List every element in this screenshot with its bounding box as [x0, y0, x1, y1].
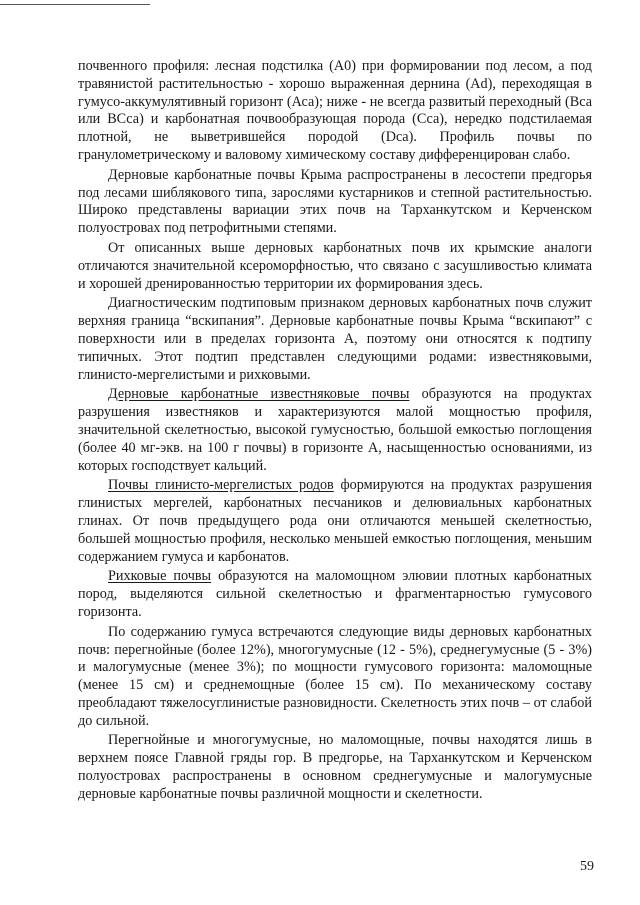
paragraph-distribution-types: Перегнойные и многогумусные, но маломощные, почвы находятся лишь в верхнем поясе Главной гряды гор. В предгорье, на Тарханкутском и Керченском полуостровах распространены в основном среднегумусные и малогумусные дерновые карбонатные почвы различной мощности и скелетности. [78, 732, 592, 802]
paragraph-rikh-soils-text: образуются на маломощном элювии плотных карбонатных пород, выделяются сильной скелетностью и фрагментарностью гумусового горизонта. [78, 568, 592, 620]
paragraph-marl-soils [78, 477, 592, 566]
paragraph-limestone-soils [78, 386, 592, 475]
paragraph-limestone-soils-text: образуются на продуктах разрушения известняков и характеризуются малой мощностью профиля, значительной скелетностью, высокой гумусностью, большой емкостью поглощения (более 40 мг-экв. на 100 г почвы) в горизонте А, насыщенностью основаниями, из которых господствует кальций. [78, 386, 592, 474]
paragraph-profile: почвенного профиля: лесная подстилка (А0) при формировании под лесом, а под травянистой растительностью - хорошо выраженная дернина (Аd), переходящая в гумусо-аккумулятивный горизонт (Аса); ниже - не всегда развитый переходный (Вса или ВСса) и карбонатная почвообразующая порода (Сса), нередко подстилаемая плотной, не выветрившейся породой (Dca). Профиль почвы по гранулометрическому и валовому химическому составу дифференцирован слабо. [78, 58, 592, 163]
document-body [78, 58, 592, 806]
paragraph-xeromorphism: От описанных выше дерновых карбонатных почв их крымские аналоги отличаются значительной ксероморфностью, что связано с засушливостью климата и хорошей дренированностью территории их формирования здесь. [78, 239, 592, 292]
paragraph-humus-content: По содержанию гумуса встречаются следующие виды дерновых карбонатных почв: перегнойные (более 12%), многогумусные (12 - 5%), среднегумусные (5 - 3%) и малогумусные (менее 3%); по мощности гумусового горизонта: маломощные (менее 15 см) и среднемощные (более 15 см). По механическому составу преобладают тяжелосуглинистые разновидности. Скелетность этих почв – от слабой до сильной. [78, 623, 592, 729]
paragraph-rikh-soils [78, 568, 592, 621]
header-rule [0, 4, 150, 5]
term-rikh-soils: Рихковые почвы [108, 568, 212, 585]
term-marl-soils: Почвы глинисто-мергелистых родов [108, 477, 334, 494]
page-number: 59 [580, 859, 594, 874]
paragraph-subtype-diagnostics: Диагностическим подтиповым признаком дерновых карбонатных почв служит верхняя граница “вскипания”. Дерновые карбонатные почвы Крыма “вскипают” с поверхности или в пределах горизонта А, поэтому они относятся к подтипу типичных. Этот подтип представлен следующими родами: известняковыми, глинисто-мергелистыми и рихковыми. [78, 295, 592, 383]
term-limestone-soils: Дерновые карбонатные известняковые почвы [108, 386, 410, 403]
paragraph-crimea-distribution: Дерновые карбонатные почвы Крыма распространены в лесостепи предгорья под лесами шиблякового типа, зарослями кустарников и степной растительностью. Широко представлены вариации этих почв на Тарханкутском и Керченском полуостровах под петрофитными степями. [78, 166, 592, 237]
paragraph-marl-soils-text: формируются на продуктах разрушения глинистых мергелей, карбонатных песчаников и делювиальных карбонатных глинах. От почв предыдущего рода они отличаются меньшей скелетностью, большей мощностью профиля, несколько меньшей емкостью поглощения, меньшим содержанием гумуса и карбонатов. [78, 477, 592, 565]
